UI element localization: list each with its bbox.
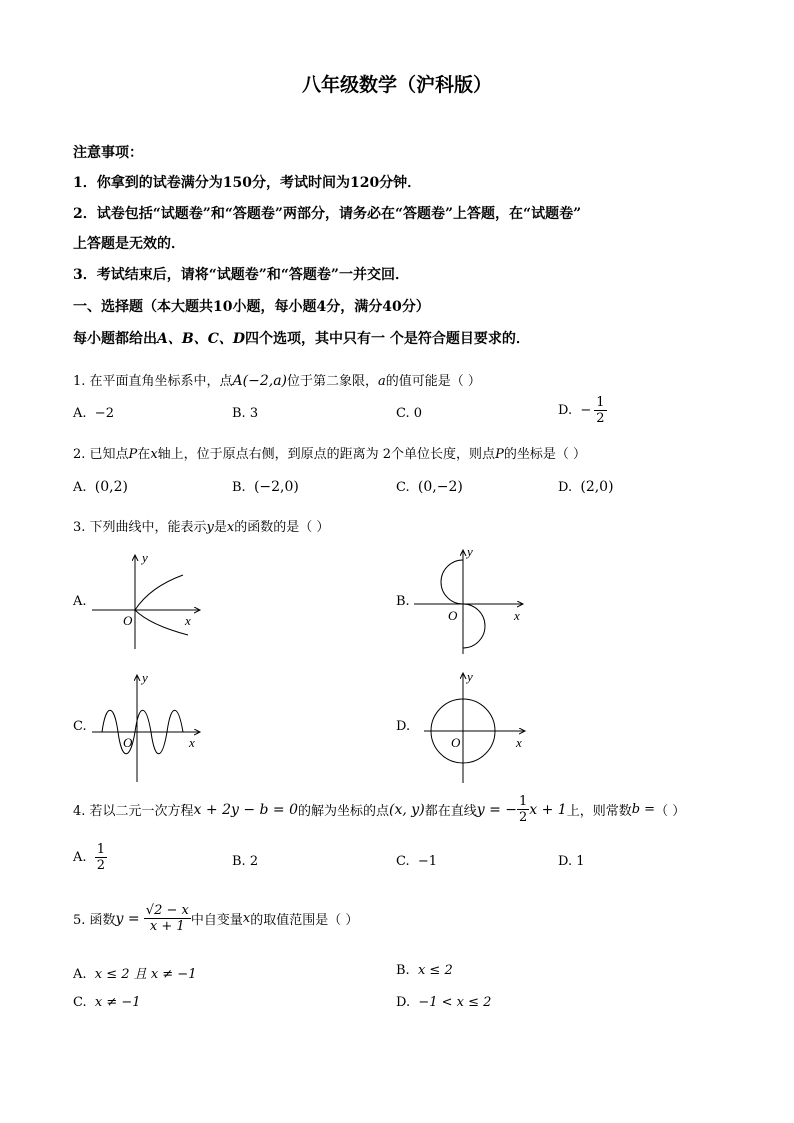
page-title: 八年级数学（沪科版） [301, 74, 492, 96]
q1-option-d: D. − $\frac{1}{2}$ [558, 395, 605, 426]
q2-option-a: A. (0,2) [73, 479, 128, 495]
q3-option-d-label: D. [396, 719, 411, 734]
y-label: y [467, 669, 473, 684]
q2-option-b: B. (−2,0) [232, 479, 299, 495]
q5-option-c: C. x ≠ −1 [73, 995, 141, 1010]
x-label: x [185, 613, 191, 628]
question-2: 2. 已知点P在x轴上，位于原点右侧，到原点的距离为 2个单位长度，则点P的坐标是（ ） [73, 447, 586, 462]
origin-label: O [123, 735, 133, 750]
right-semicircle [463, 604, 485, 648]
question-3: 3. 下列曲线中，能表示y是x的函数的是（ ） [73, 520, 330, 535]
left-semicircle [441, 560, 463, 604]
y-label: y [142, 550, 148, 565]
q2-option-d: D. (2,0) [558, 479, 614, 495]
question-1: 1. 在平面直角坐标系中，点A(−2,a)位于第二象限，a的值可能是（ ） [73, 373, 481, 389]
origin-label: O [451, 735, 461, 750]
x-label: x [514, 608, 520, 623]
q1-option-b: B. 3 [232, 406, 259, 421]
x-label: x [189, 735, 195, 750]
q1-option-a: A. −2 [73, 406, 114, 421]
note-3: 3．考试结束后，请将“试题卷”和“答题卷”一并交回． [73, 267, 409, 283]
y-label: y [142, 670, 148, 685]
q4-option-d: D. 1 [558, 854, 585, 869]
note-1: 1．你拿到的试卷满分为150分，考试时间为120分钟． [73, 175, 422, 191]
y-label: y [467, 544, 473, 559]
q3-option-b-label: B. [396, 594, 410, 609]
question-5: 5. 函数 y = $\frac{√2 - x}{x + 1}$ 中自变量 x 的取值范围是（ ） [73, 903, 359, 934]
q4-option-a: A. $\frac{1}{2}$ [73, 842, 106, 873]
notes-heading: 注意事项： [73, 145, 143, 161]
q1-option-c: C. 0 [396, 406, 423, 421]
q3-graph-d [420, 663, 535, 788]
q5-option-b: B. x ≤ 2 [396, 963, 453, 978]
q3-option-c-label: C. [73, 719, 87, 734]
curve-lower [135, 610, 188, 635]
curve-upper [135, 575, 183, 610]
q3-graph-a [88, 545, 208, 655]
q3-graph-b [410, 540, 540, 660]
x-label: x [516, 735, 522, 750]
q3-option-a-label: A. [73, 594, 87, 609]
q5-option-d: D. −1 < x ≤ 2 [396, 995, 492, 1010]
note-2-line-2: 上答题是无效的． [73, 236, 185, 252]
origin-label: O [448, 608, 458, 623]
q4-option-c: C. −1 [396, 854, 438, 869]
q5-option-a: A. x ≤ 2 且 x ≠ −1 [73, 967, 197, 982]
q3-graph-c [88, 665, 208, 785]
note-2-line-1: 2．试卷包括“试题卷”和“答题卷”两部分，请务必在“答题卷”上答题，在“试题卷” [73, 206, 582, 222]
origin-label: O [123, 613, 133, 628]
section-heading: 一、选择题（本大题共10小题，每小题4分，满分40分） [73, 299, 430, 315]
q2-option-c: C. (0,−2) [396, 479, 463, 495]
question-4: 4. 若以二元一次方程 x + 2y − b = 0 的解为坐标的点 (x, y) 都在直线 y = − $\frac{1}{2}$ x + 1 上，则常数 b = （ ） [73, 794, 686, 825]
section-instructions: 每小题都给出A、B、C、D四个选项，其中只有一 个是符合题目要求的． [73, 331, 530, 347]
q4-option-b: B. 2 [232, 854, 259, 869]
